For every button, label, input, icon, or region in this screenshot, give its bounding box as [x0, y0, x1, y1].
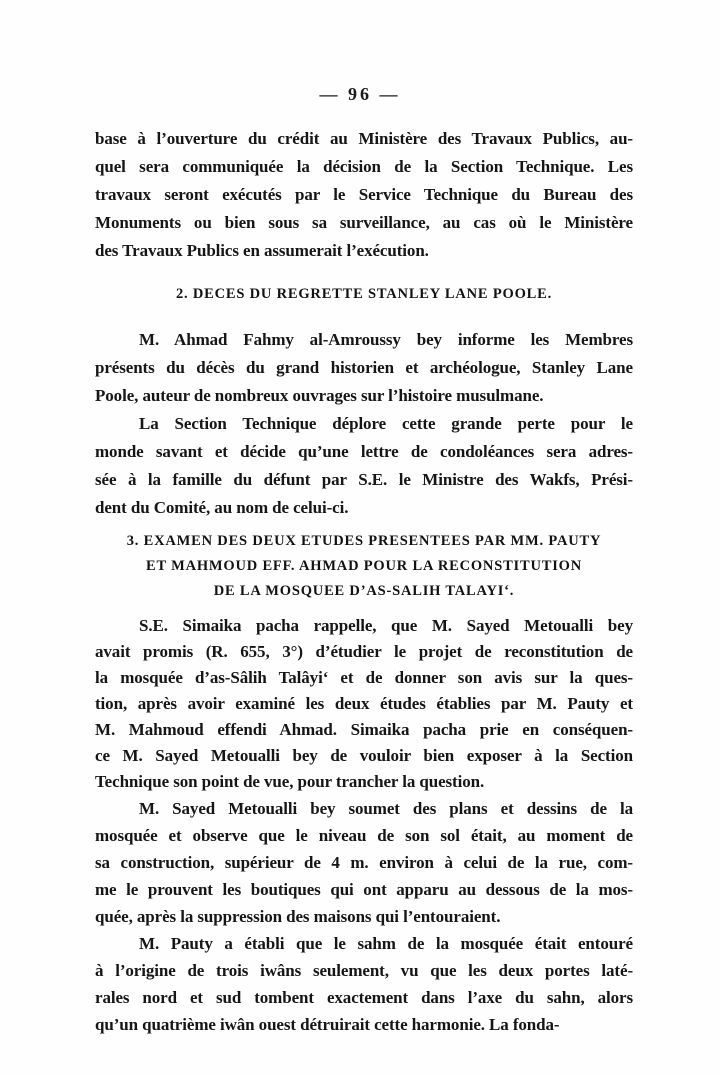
text-line: DE LA MOSQUEE D’AS-SALIH TALAYI‘. [213, 583, 515, 599]
text-line: mosquée et observe que le niveau de son sol était, au moment de [95, 826, 633, 845]
text-line: ce M. Sayed Metoualli bey de vouloir bien exposer à la Section [95, 746, 633, 765]
text-line: rales nord et sud tombent exactement dans l’axe du sahn, alors [95, 988, 633, 1007]
text-line: 2. DECES DU REGRETTE STANLEY LANE POOLE. [175, 286, 553, 302]
text-line: sée à la famille du défunt par S.E. le Ministre des Wakfs, Prési- [95, 470, 633, 489]
text-line: M. Sayed Metoualli bey soumet des plans et dessins de la [139, 799, 633, 818]
body-paragraph [95, 326, 633, 410]
body-paragraph [95, 410, 633, 522]
text-line: Technique son point de vue, pour trancher la question. [95, 772, 485, 791]
text-line: M. Pauty a établi que le sahm de la mosquée était entouré [139, 934, 633, 953]
text-line: avait promis (R. 655, 3°) d’étudier le projet de reconstitution de [95, 642, 633, 661]
text-line: présents du décès du grand historien et archéologue, Stanley Lane [95, 358, 633, 377]
text-line: tion, après avoir examiné les deux études établies par M. Pauty et [95, 694, 633, 713]
body-paragraph [95, 795, 633, 930]
text-line: 3. EXAMEN DES DEUX ETUDES PRESENTEES PAR MM. PAUTY [126, 533, 602, 549]
text-line: base à l’ouverture du crédit au Ministère des Travaux Publics, au- [95, 129, 633, 148]
body-paragraph [95, 613, 633, 795]
text-line: quel sera communiquée la décision de la Section Technique. Les [95, 157, 633, 176]
text-line: des Travaux Publics en assumerait l’exécution. [95, 241, 429, 260]
text-line: la mosquée d’as-Sâlih Talâyi‘ et de donner son avis sur la ques- [95, 668, 633, 687]
text-line: travaux seront exécutés par le Service Technique du Bureau des [95, 185, 633, 204]
text-block-container [95, 125, 633, 1038]
text-line: M. Ahmad Fahmy al-Amroussy bey informe les Membres [139, 330, 633, 349]
text-line: La Section Technique déplore cette grande perte pour le [139, 414, 633, 433]
section-heading [95, 529, 633, 604]
text-line: me le prouvent les boutiques qui ont apparu au dessous de la mos- [95, 880, 633, 899]
text-line: à l’origine de trois iwâns seulement, vu que les deux portes laté- [95, 961, 633, 980]
body-paragraph [95, 930, 633, 1038]
text-line: Monuments ou bien sous sa surveillance, au cas où le Ministère [95, 213, 633, 232]
text-line: S.E. Simaika pacha rappelle, que M. Sayed Metoualli bey [139, 616, 633, 635]
page-number: — 96 — [319, 84, 401, 104]
text-line: Poole, auteur de nombreux ouvrages sur l’histoire musulmane. [95, 386, 544, 405]
text-line: quée, après la suppression des maisons qui l’entouraient. [95, 907, 501, 926]
section-heading [95, 282, 633, 307]
text-line: monde savant et décide qu’une lettre de condoléances sera adres- [95, 442, 633, 461]
text-line: qu’un quatrième iwân ouest détruirait cette harmonie. La fonda- [95, 1015, 560, 1034]
body-paragraph [95, 125, 633, 265]
text-line: sa construction, supérieur de 4 m. environ à celui de la rue, com- [95, 853, 633, 872]
text-line: ET MAHMOUD EFF. AHMAD POUR LA RECONSTITUTION [145, 558, 582, 574]
text-line: M. Mahmoud effendi Ahmad. Simaika pacha prie en conséquen- [95, 720, 633, 739]
text-line: dent du Comité, au nom de celui-ci. [95, 498, 349, 517]
